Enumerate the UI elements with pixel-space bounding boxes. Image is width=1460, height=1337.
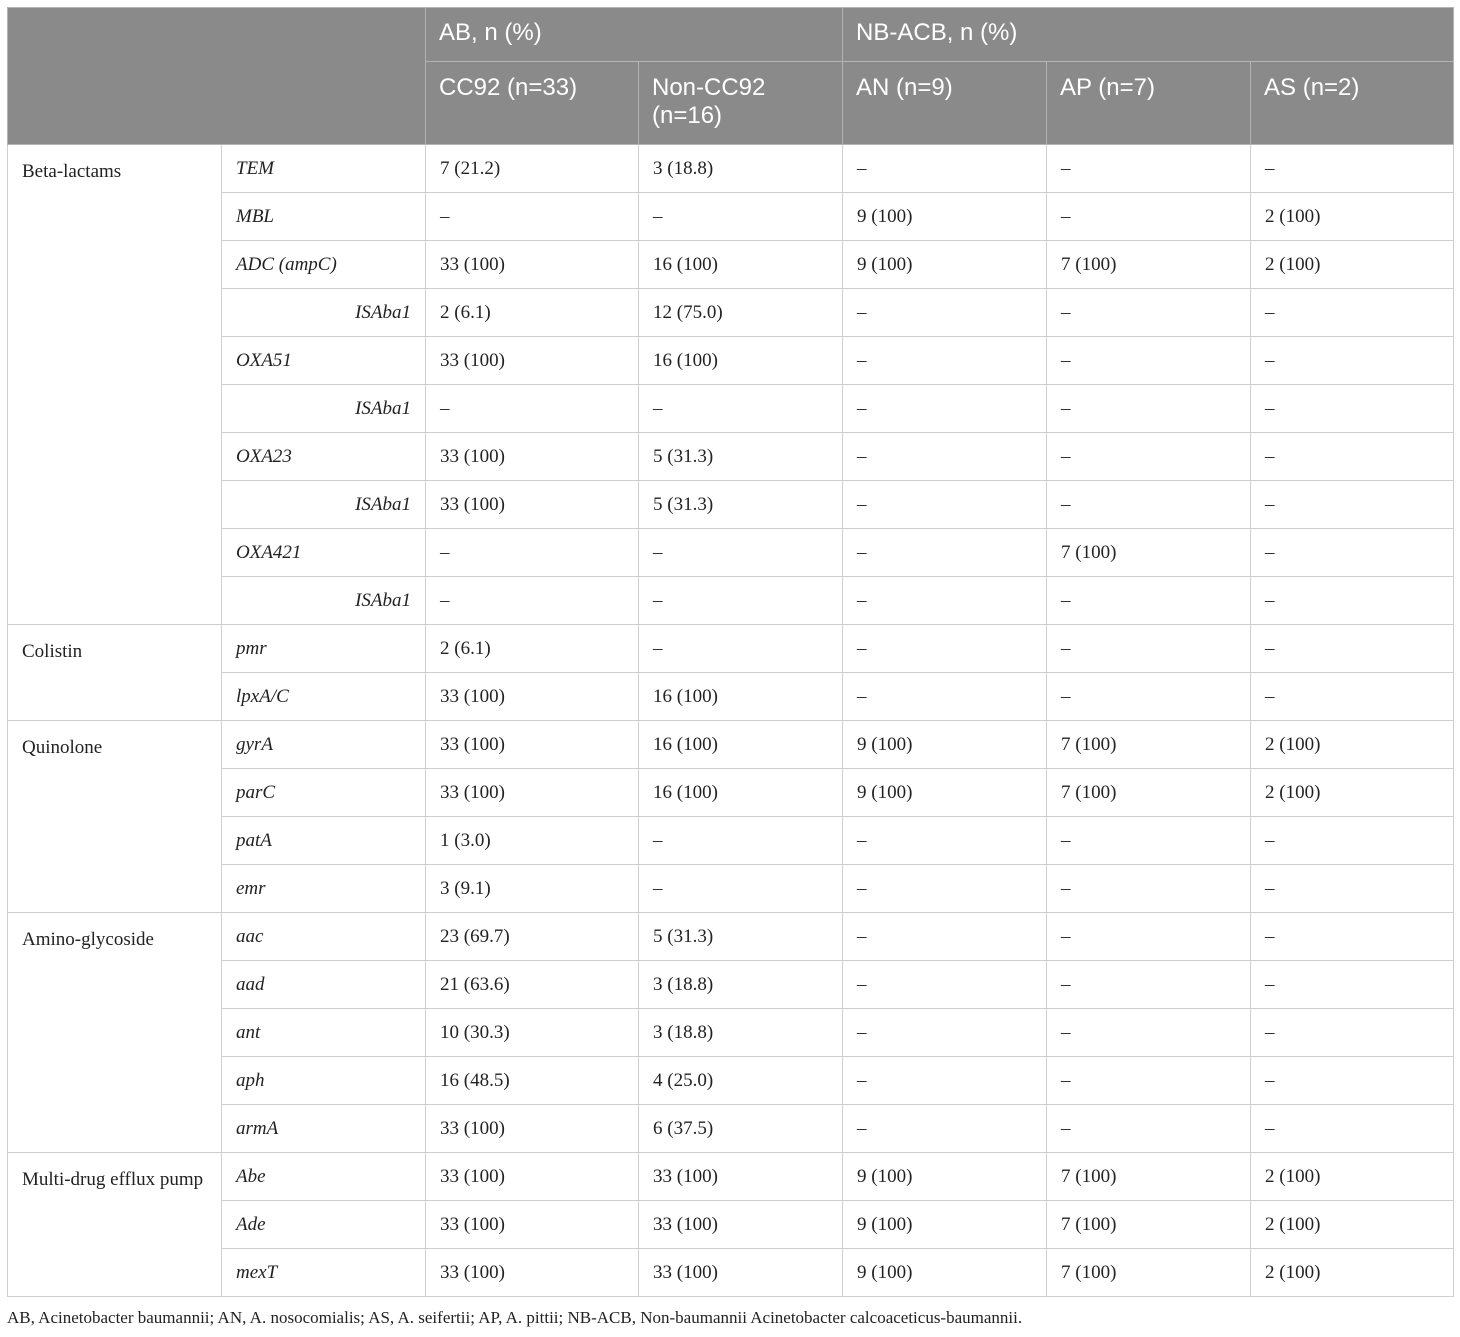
value-cell: 33 (100) — [426, 337, 639, 385]
table-row — [8, 193, 1454, 241]
value-cell: – — [843, 529, 1047, 577]
table-row — [8, 385, 1454, 433]
value-cell: 3 (18.8) — [639, 961, 843, 1009]
table-row — [8, 529, 1454, 577]
gene-cell: OXA421 — [222, 529, 426, 577]
value-cell: – — [1251, 529, 1454, 577]
value-cell: – — [1251, 961, 1454, 1009]
table-row — [8, 289, 1454, 337]
table-row — [8, 1201, 1454, 1249]
value-cell: – — [843, 865, 1047, 913]
value-cell: – — [1251, 865, 1454, 913]
value-cell: 7 (100) — [1047, 721, 1251, 769]
value-cell: 9 (100) — [843, 1201, 1047, 1249]
table-row — [8, 913, 1454, 961]
value-cell: – — [1047, 865, 1251, 913]
table-row — [8, 625, 1454, 673]
value-cell: 33 (100) — [639, 1249, 843, 1297]
table-body — [8, 145, 1454, 1297]
value-cell: 7 (100) — [1047, 1153, 1251, 1201]
value-cell: – — [1251, 1057, 1454, 1105]
value-cell: – — [1251, 433, 1454, 481]
value-cell: – — [843, 433, 1047, 481]
gene-cell: OXA23 — [222, 433, 426, 481]
value-cell: – — [1047, 961, 1251, 1009]
value-cell: – — [1047, 385, 1251, 433]
value-cell: 2 (100) — [1251, 193, 1454, 241]
gene-cell: lpxA/C — [222, 673, 426, 721]
header-blank-cell — [8, 8, 426, 145]
value-cell: – — [843, 1105, 1047, 1153]
value-cell: – — [843, 913, 1047, 961]
value-cell: – — [1047, 289, 1251, 337]
value-cell: 9 (100) — [843, 769, 1047, 817]
value-cell: 3 (18.8) — [639, 145, 843, 193]
gene-cell: mexT — [222, 1249, 426, 1297]
value-cell: 2 (6.1) — [426, 289, 639, 337]
value-cell: – — [1251, 913, 1454, 961]
gene-cell: patA — [222, 817, 426, 865]
value-cell: 16 (100) — [639, 721, 843, 769]
value-cell: 33 (100) — [426, 1249, 639, 1297]
table-row — [8, 433, 1454, 481]
value-cell: – — [1047, 145, 1251, 193]
gene-cell: emr — [222, 865, 426, 913]
gene-cell: TEM — [222, 145, 426, 193]
value-cell: 2 (100) — [1251, 1201, 1454, 1249]
value-cell: – — [426, 529, 639, 577]
gene-cell: aad — [222, 961, 426, 1009]
value-cell: – — [1047, 817, 1251, 865]
value-cell: – — [843, 577, 1047, 625]
value-cell: 33 (100) — [426, 433, 639, 481]
value-cell: 33 (100) — [639, 1153, 843, 1201]
header-group-ab: AB, n (%) — [426, 8, 843, 62]
gene-cell: pmr — [222, 625, 426, 673]
value-cell: 1 (3.0) — [426, 817, 639, 865]
value-cell: 2 (6.1) — [426, 625, 639, 673]
value-cell: – — [639, 625, 843, 673]
table-row — [8, 1009, 1454, 1057]
value-cell: 9 (100) — [843, 1153, 1047, 1201]
header-col-an: AN (n=9) — [843, 62, 1047, 145]
header-col-cc92: CC92 (n=33) — [426, 62, 639, 145]
insertion-sequence-cell: ISAba1 — [222, 385, 426, 433]
value-cell: – — [843, 145, 1047, 193]
table-row — [8, 241, 1454, 289]
value-cell: – — [426, 577, 639, 625]
category-cell: Amino-glycoside — [8, 913, 222, 1153]
header-col-as: AS (n=2) — [1251, 62, 1454, 145]
value-cell: – — [843, 673, 1047, 721]
table-row — [8, 145, 1454, 193]
value-cell: 33 (100) — [426, 769, 639, 817]
table-row — [8, 769, 1454, 817]
category-cell: Multi-drug efflux pump — [8, 1153, 222, 1297]
value-cell: – — [843, 385, 1047, 433]
value-cell: 2 (100) — [1251, 241, 1454, 289]
value-cell: 33 (100) — [426, 1105, 639, 1153]
value-cell: 7 (21.2) — [426, 145, 639, 193]
value-cell: – — [1047, 1057, 1251, 1105]
gene-cell: Ade — [222, 1201, 426, 1249]
insertion-sequence-cell: ISAba1 — [222, 481, 426, 529]
value-cell: – — [843, 289, 1047, 337]
value-cell: – — [843, 1009, 1047, 1057]
value-cell: 2 (100) — [1251, 769, 1454, 817]
value-cell: – — [1047, 337, 1251, 385]
table-header — [8, 8, 1454, 145]
gene-cell: MBL — [222, 193, 426, 241]
value-cell: 33 (100) — [426, 481, 639, 529]
value-cell: 2 (100) — [1251, 721, 1454, 769]
value-cell: 16 (100) — [639, 241, 843, 289]
gene-cell: ant — [222, 1009, 426, 1057]
value-cell: 2 (100) — [1251, 1249, 1454, 1297]
value-cell: 16 (100) — [639, 337, 843, 385]
value-cell: – — [639, 577, 843, 625]
gene-cell: ADC (ampC) — [222, 241, 426, 289]
gene-cell: aph — [222, 1057, 426, 1105]
value-cell: – — [1251, 145, 1454, 193]
value-cell: – — [1047, 481, 1251, 529]
header-col-ap: AP (n=7) — [1047, 62, 1251, 145]
value-cell: – — [843, 625, 1047, 673]
value-cell: – — [639, 193, 843, 241]
value-cell: 33 (100) — [639, 1201, 843, 1249]
gene-cell: Abe — [222, 1153, 426, 1201]
table-row — [8, 337, 1454, 385]
value-cell: 33 (100) — [426, 1153, 639, 1201]
value-cell: – — [1047, 433, 1251, 481]
value-cell: 2 (100) — [1251, 1153, 1454, 1201]
value-cell: – — [1047, 913, 1251, 961]
value-cell: 33 (100) — [426, 1201, 639, 1249]
table-row — [8, 1153, 1454, 1201]
value-cell: 7 (100) — [1047, 1249, 1251, 1297]
value-cell: 9 (100) — [843, 721, 1047, 769]
table-row — [8, 481, 1454, 529]
value-cell: – — [1251, 577, 1454, 625]
table-row — [8, 577, 1454, 625]
value-cell: 12 (75.0) — [639, 289, 843, 337]
value-cell: 16 (48.5) — [426, 1057, 639, 1105]
gene-cell: OXA51 — [222, 337, 426, 385]
value-cell: 7 (100) — [1047, 1201, 1251, 1249]
header-col-non-cc92: Non-CC92 (n=16) — [639, 62, 843, 145]
value-cell: – — [843, 337, 1047, 385]
value-cell: 5 (31.3) — [639, 481, 843, 529]
value-cell: 6 (37.5) — [639, 1105, 843, 1153]
value-cell: – — [1251, 673, 1454, 721]
value-cell: 16 (100) — [639, 769, 843, 817]
value-cell: – — [639, 865, 843, 913]
value-cell: 7 (100) — [1047, 769, 1251, 817]
value-cell: – — [843, 481, 1047, 529]
gene-cell: armA — [222, 1105, 426, 1153]
table-row — [8, 1249, 1454, 1297]
value-cell: – — [639, 817, 843, 865]
gene-cell: aac — [222, 913, 426, 961]
value-cell: – — [1251, 625, 1454, 673]
value-cell: 9 (100) — [843, 1249, 1047, 1297]
value-cell: – — [1251, 385, 1454, 433]
value-cell: – — [1251, 481, 1454, 529]
value-cell: – — [1047, 577, 1251, 625]
table-footnote: AB, Acinetobacter baumannii; AN, A. nosocomialis; AS, A. seifertii; AP, A. pittii; NB-ACB, Non-baumannii Acinetobacter calcoaceticus-baumannii. — [7, 1308, 1023, 1327]
table-row — [8, 1057, 1454, 1105]
insertion-sequence-cell: ISAba1 — [222, 577, 426, 625]
value-cell: – — [843, 817, 1047, 865]
category-cell: Beta-lactams — [8, 145, 222, 625]
gene-cell: parC — [222, 769, 426, 817]
value-cell: 3 (9.1) — [426, 865, 639, 913]
value-cell: 21 (63.6) — [426, 961, 639, 1009]
value-cell: 5 (31.3) — [639, 913, 843, 961]
value-cell: – — [1047, 193, 1251, 241]
value-cell: – — [843, 961, 1047, 1009]
category-cell: Quinolone — [8, 721, 222, 913]
value-cell: – — [1251, 337, 1454, 385]
value-cell: 23 (69.7) — [426, 913, 639, 961]
category-cell: Colistin — [8, 625, 222, 721]
value-cell: 3 (18.8) — [639, 1009, 843, 1057]
value-cell: – — [1047, 1105, 1251, 1153]
value-cell: 16 (100) — [639, 673, 843, 721]
gene-cell: gyrA — [222, 721, 426, 769]
value-cell: 7 (100) — [1047, 529, 1251, 577]
value-cell: 4 (25.0) — [639, 1057, 843, 1105]
value-cell: – — [639, 529, 843, 577]
value-cell: – — [1251, 289, 1454, 337]
value-cell: – — [639, 385, 843, 433]
value-cell: 9 (100) — [843, 241, 1047, 289]
resistance-gene-table — [7, 7, 1453, 1297]
table-row — [8, 961, 1454, 1009]
header-group-nbacb: NB-ACB, n (%) — [843, 8, 1454, 62]
value-cell: 10 (30.3) — [426, 1009, 639, 1057]
value-cell: – — [426, 193, 639, 241]
insertion-sequence-cell: ISAba1 — [222, 289, 426, 337]
value-cell: – — [1251, 1009, 1454, 1057]
value-cell: – — [1047, 673, 1251, 721]
value-cell: 33 (100) — [426, 721, 639, 769]
value-cell: – — [1251, 817, 1454, 865]
value-cell: – — [1251, 1105, 1454, 1153]
value-cell: – — [1047, 625, 1251, 673]
table-row — [8, 817, 1454, 865]
data-table — [7, 7, 1454, 1297]
value-cell: 7 (100) — [1047, 241, 1251, 289]
value-cell: 33 (100) — [426, 673, 639, 721]
table-row — [8, 721, 1454, 769]
value-cell: – — [843, 1057, 1047, 1105]
value-cell: – — [1047, 1009, 1251, 1057]
value-cell: – — [426, 385, 639, 433]
table-row — [8, 673, 1454, 721]
value-cell: 33 (100) — [426, 241, 639, 289]
value-cell: 5 (31.3) — [639, 433, 843, 481]
table-row — [8, 1105, 1454, 1153]
table-row — [8, 865, 1454, 913]
value-cell: 9 (100) — [843, 193, 1047, 241]
